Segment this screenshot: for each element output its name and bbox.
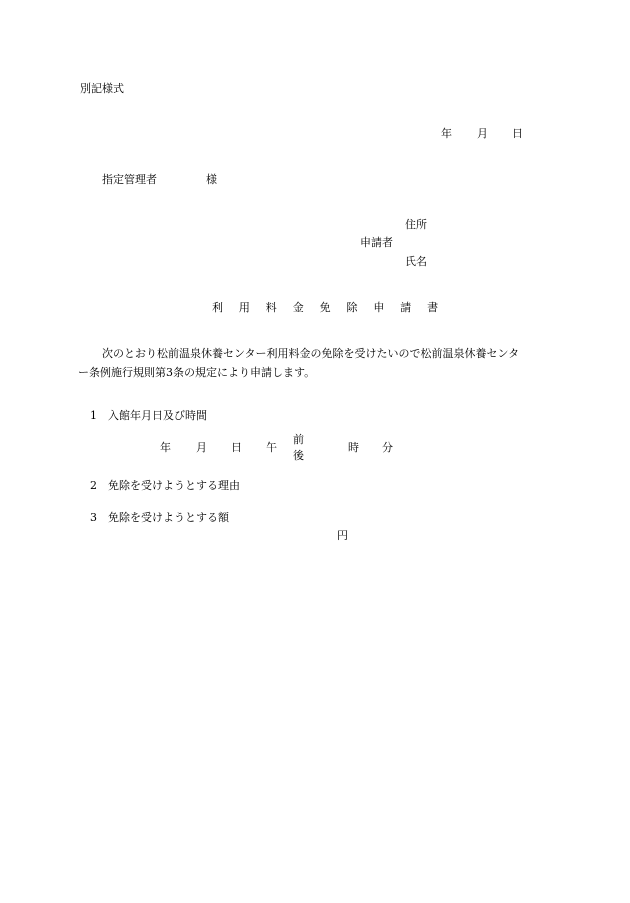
item-1-label: 入館年月日及び時間 xyxy=(108,409,207,422)
date-year: 年 xyxy=(441,127,452,140)
date-day: 日 xyxy=(512,127,523,140)
visit-noon: 午 xyxy=(266,441,277,454)
applicant-name-label: 氏名 xyxy=(405,255,427,268)
amount-unit: 円 xyxy=(337,529,348,542)
visit-year: 年 xyxy=(160,441,171,454)
body-line-2: ー条例施行規則第3条の規定により申請します。 xyxy=(78,366,316,379)
item-2-number: 2 xyxy=(90,479,97,492)
date-month: 月 xyxy=(477,127,488,140)
visit-month: 月 xyxy=(196,441,207,454)
item-2-label: 免除を受けようとする理由 xyxy=(108,479,240,492)
form-label: 別記様式 xyxy=(80,82,124,95)
addressee-title: 指定管理者 xyxy=(102,173,157,186)
document-title: 利 用 料 金 免 除 申 請 書 xyxy=(212,301,445,314)
item-3-number: 3 xyxy=(90,511,97,524)
visit-am: 前 xyxy=(293,433,304,446)
item-3-label: 免除を受けようとする額 xyxy=(108,511,229,524)
item-1-number: 1 xyxy=(90,409,97,422)
body-paragraph xyxy=(80,344,560,382)
addressee-honorific: 様 xyxy=(206,173,217,186)
visit-day: 日 xyxy=(231,441,242,454)
applicant-role-label: 申請者 xyxy=(360,236,393,249)
visit-pm: 後 xyxy=(293,449,304,462)
visit-minute: 分 xyxy=(382,441,393,454)
visit-hour: 時 xyxy=(348,441,359,454)
body-line-1: 次のとおり松前温泉休養センター利用料金の免除を受けたいので松前温泉休養センタ xyxy=(102,347,520,360)
applicant-address-label: 住所 xyxy=(405,218,427,231)
